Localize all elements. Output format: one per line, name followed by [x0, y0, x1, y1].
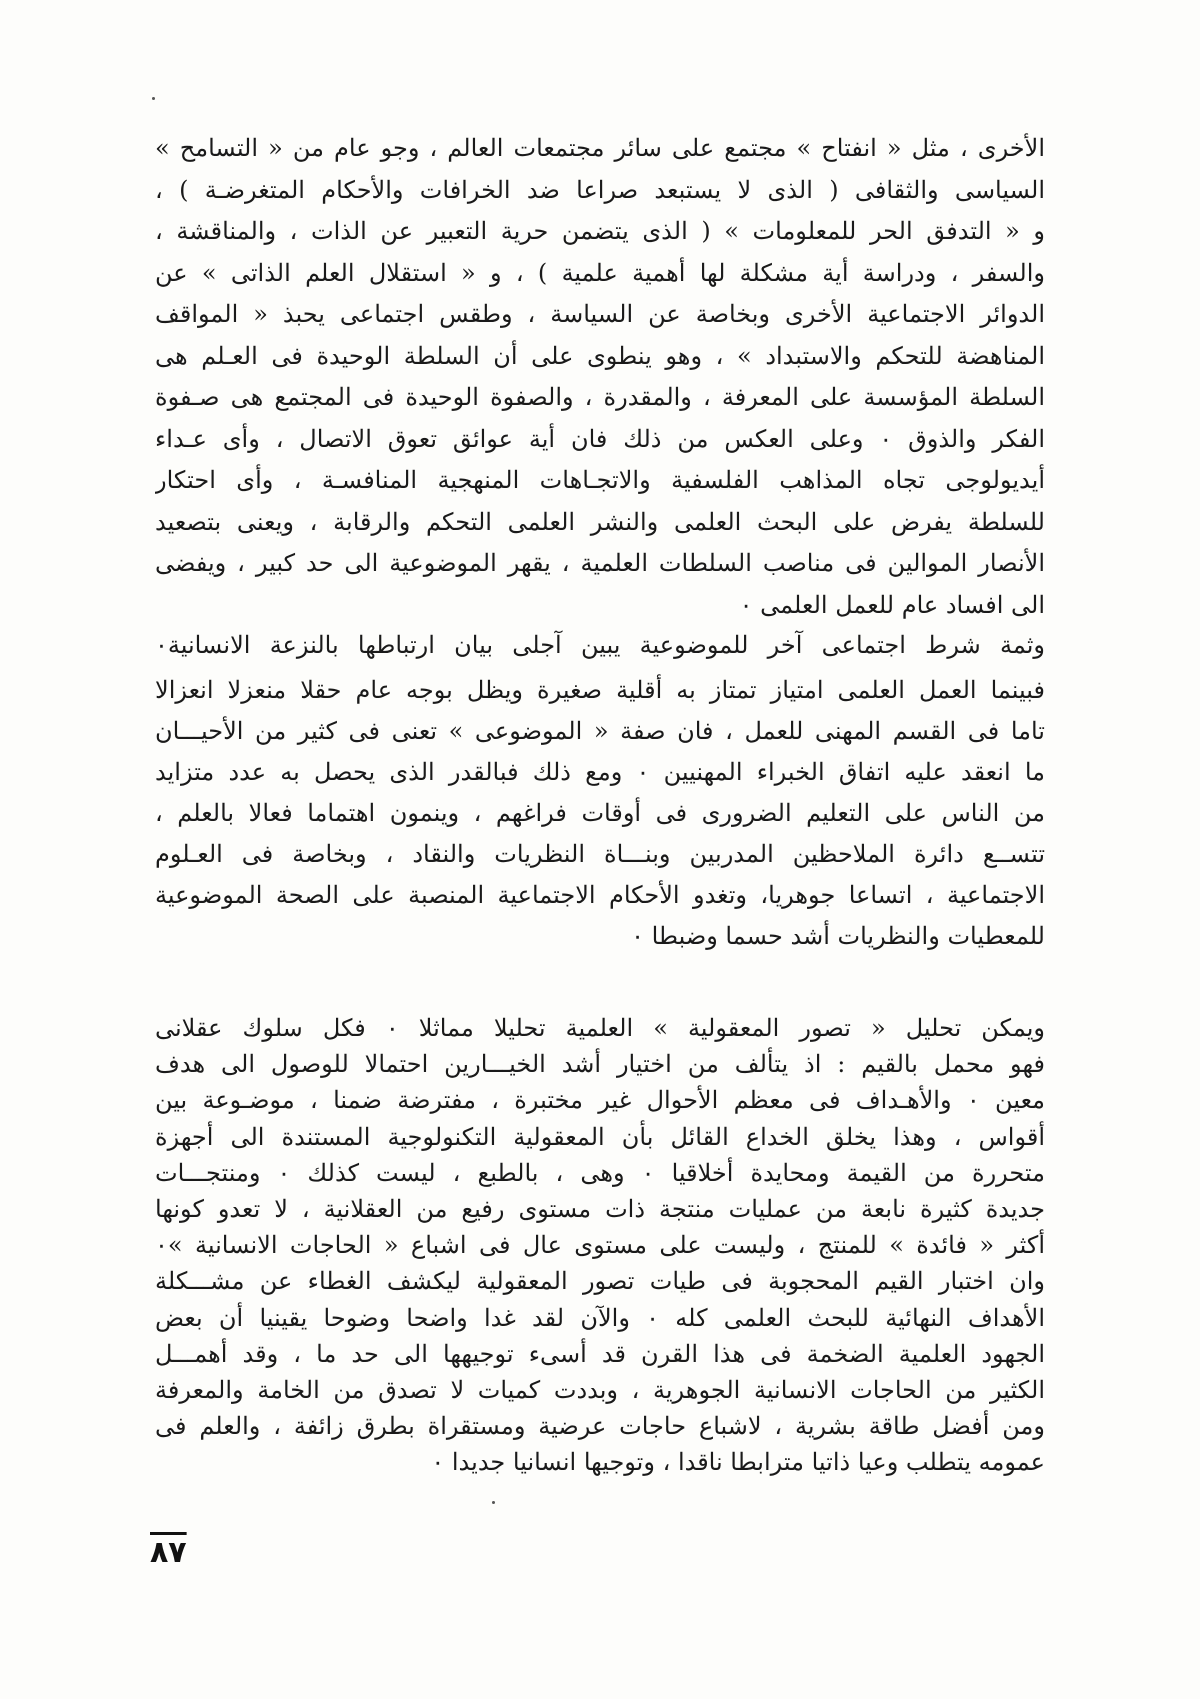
- text-line: المناهضة للتحكم والاستبداد » ، وهو ينطوى على أن السلطة الوحيدة فى العـلم هى: [155, 341, 1045, 370]
- text-line: الى افساد عام للعمل العلمى ٠: [739, 590, 1045, 619]
- paragraph-1: [155, 128, 1045, 626]
- text-line: الدوائر الاجتماعية الأخرى وبخاصة عن السياسة ، وطقس اجتماعى يحبذ « المواقف: [155, 300, 1045, 328]
- text-line: فهو محمل بالقيم : اذ يتألف من اختيار أشد الخيـــارين احتمالا للوصول الى هدف: [155, 1050, 1045, 1079]
- text-line: وان اختبار القيم المحجوبة فى طيات تصور المعقولية ليكشف الغطاء عن مشـــكلة: [155, 1267, 1045, 1296]
- text-line: الأخرى ، مثل « انفتاح » مجتمع على سائر مجتمعات العالم ، وجو عام من « التسامح »: [155, 134, 1045, 162]
- text-line: تتســع دائرة الملاحظين المدربين وبنـــاة النظريات والنقاد ، وبخاصة فى العـلوم: [155, 840, 1045, 868]
- text-line: الاجتماعية ، اتساعا جوهريا، وتغدو الأحكام الاجتماعية المنصبة على الصحة الموضوعية: [155, 881, 1045, 909]
- text-line: من الناس على التعليم الضرورى فى أوقات فراغهم ، وينمون اهتماما فعالا بالعلم ،: [155, 799, 1045, 827]
- text-line: و « التدفق الحر للمعلومات » ( الذى يتضمن حرية التعبير عن الذات ، والمناقشة ،: [155, 217, 1045, 245]
- text-line: ويمكن تحليل « تصور المعقولية » العلمية تحليلا مماثلا ٠ فكل سلوك عقلانى: [155, 1014, 1045, 1042]
- text-line: أكثر « فائدة » للمنتج ، وليست على مستوى عال فى اشباع « الحاجات الانسانية »٠: [155, 1231, 1045, 1260]
- text-line: وثمة شرط اجتماعى آخر للموضوعية يبين آجلى بيان ارتباطها بالنزعة الانسانية٠: [155, 631, 1045, 659]
- text-line: والسفر ، ودراسة أية مشكلة لها أهمية علمية ) ، و « استقلال العلم الذاتى » عن: [155, 258, 1045, 287]
- text-line: الأهداف النهائية للبحث العلمى كله ٠ والآن لقد غدا واضحا وضوحا يقينيا أن بعض: [155, 1303, 1045, 1332]
- text-line: الأنصار الموالين فى مناصب السلطات العلمية ، يقهر الموضوعية الى حد كبير ، ويفضى: [155, 549, 1045, 577]
- text-line: للسلطة يفرض على البحث العلمى والنشر العلمى التحكم والرقابة ، ويعنى بتصعيد: [155, 507, 1045, 536]
- scan-speck: [152, 97, 155, 100]
- text-line: جديدة كثيرة نابعة من عمليات منتجة ذات مستوى رفيع من العقلانية ، لا تعدو كونها: [155, 1194, 1045, 1223]
- paragraph-2: [155, 625, 1045, 957]
- text-line: الفكر والذوق ٠ وعلى العكس من ذلك فان أية عوائق تعوق الاتصال ، وأى عـداء: [155, 424, 1045, 453]
- text-line: ما انعقد عليه اتفاق الخبراء المهنيين ٠ ومع ذلك فبالقدر الذى يحصل به عدد متزايد: [155, 758, 1045, 786]
- text-line: السلطة المؤسسة على المعرفة ، والمقدرة ، والصفوة الوحيدة فى المجتمع هى صـفوة: [155, 383, 1045, 411]
- text-line: عمومه يتطلب وعيا ذاتيا مترابطا ناقدا ، وتوجيها انسانيا جديدا ٠: [431, 1448, 1045, 1477]
- text-line: متحررة من القيمة ومحايدة أخلاقيا ٠ وهى ، بالطبع ، ليست كذلك ٠ ومنتجـــات: [155, 1158, 1045, 1187]
- text-line: الكثير من الحاجات الانسانية الجوهرية ، وبددت كميات لا تصدق من الخامة والمعرفة: [155, 1375, 1045, 1404]
- text-line: ومن أفضل طاقة بشرية ، لاشباع حاجات عرضية ومستقراة بطرق زائفة ، والعلم فى: [155, 1412, 1045, 1441]
- text-line: السياسى والثقافى ( الذى لا يستبعد صراعا ضد الخرافات والأحكام المتغرضـة ) ،: [155, 175, 1045, 204]
- text-line: الجهود العلمية الضخمة فى هذا القرن قد أسىء توجيهها الى حد ما ، وقد أهمـــل: [155, 1339, 1045, 1368]
- text-line: للمعطيات والنظريات أشد حسما وضبطا ٠: [631, 922, 1045, 950]
- text-line: تاما فى القسم المهنى للعمل ، فان صفة « الموضوعى » تعنى فى كثير من الأحيـــان: [155, 717, 1045, 745]
- text-line: معين ٠ والأهـداف فى معظم الأحوال غير مختبرة ، مفترضة ضمنا ، موضـوعة بين: [155, 1086, 1045, 1115]
- page-number: ٨٧: [150, 1535, 187, 1570]
- text-line: أيديولوجى تجاه المذاهب الفلسفية والاتجـاهات المنهجية المنافسـة ، وأى احتكار: [155, 466, 1045, 494]
- text-line: أقواس ، وهذا يخلق الخداع القائل بأن المعقولية التكنولوجية المستندة الى أجهزة: [155, 1122, 1045, 1151]
- paragraph-3: [155, 1010, 1045, 1480]
- text-line: فبينما العمل العلمى امتياز تمتاز به أقلية صغيرة ويظل بوجه عام حقلا منعزلا انعزالا: [155, 676, 1045, 704]
- scan-speck: [492, 1501, 495, 1504]
